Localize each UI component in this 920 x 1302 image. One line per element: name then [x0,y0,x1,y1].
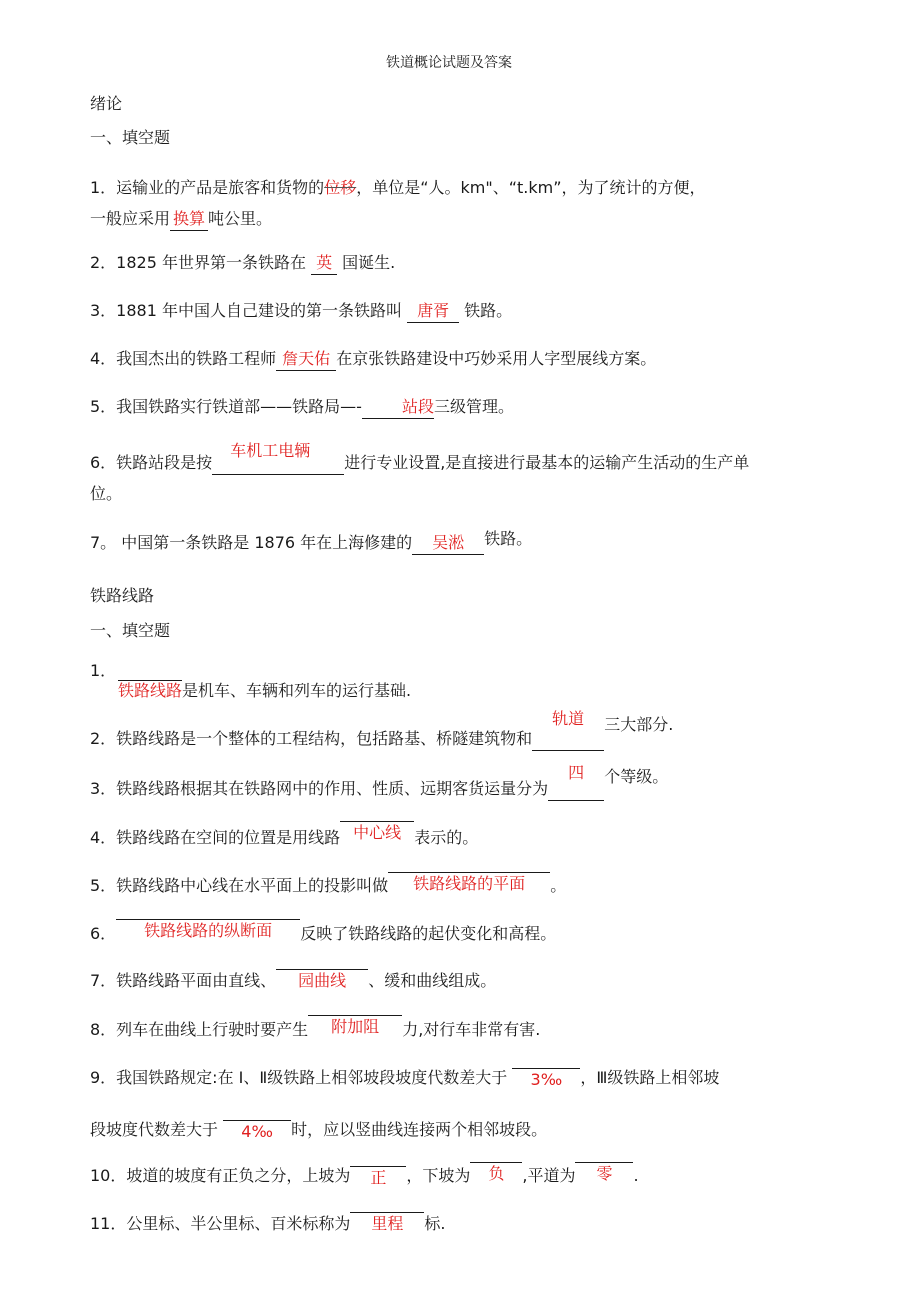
answer-mileage: 里程 [350,1212,424,1235]
question-2-6: 6． 铁路线路的纵断面 反映了铁路线路的起伏变化和高程。 [90,921,557,943]
answer-positive: 正 [350,1166,406,1189]
answer-wusong: 吴淞 [412,532,484,555]
answer-zero: 零 [575,1162,633,1185]
question-2-1-number: 1． [90,661,117,680]
question-2-3: 3．铁路线路根据其在铁路网中的作用、性质、远期客货运量分为四 个等级。 [90,778,668,801]
answer-specialties: 车机工电辆 [230,441,311,460]
question-3: 3．1881 年中国人自己建设的第一条铁路叫 唐胥 铁路。 [90,300,512,323]
question-2-11: 11．公里标、半公里标、百米标称为 里程 标. [90,1214,446,1233]
question-6-line-1: 6．铁路站段是按车机工电辆进行专业设置,是直接进行最基本的运输产生活动的生产单 [90,452,749,475]
section-heading-intro: 绪论 [90,94,123,113]
question-2-7: 7．铁路线路平面由直线、 园曲线 、缓和曲线组成。 [90,971,497,990]
answer-4-permille: 4‰ [223,1120,291,1143]
answer-profile: 铁路线路的纵断面 [116,919,300,942]
answer-additional-resistance: 附加阻 [308,1015,402,1038]
question-2-5: 5．铁路线路中心线在水平面上的投影叫做 铁路线路的平面 。 [90,874,567,895]
question-2-9-line-1: 9．我国铁路规定:在 Ⅰ、Ⅱ级铁路上相邻坡段坡度代数差大于 3‰ ，Ⅲ级铁路上相邻坡 [90,1068,720,1089]
question-1-line-2: 一般应采用 换算 吨公里。 [90,208,272,231]
question-5: 5．我国铁路实行铁道部——铁路局—- 站段三级管理。 [90,396,514,419]
question-2: 2．1825 年世界第一条铁路在 英 国诞生. [90,252,395,275]
question-2-1: 铁路线路是机车、车辆和列车的运行基础. [118,681,412,700]
answer-railway-line: 铁路线路 [118,681,183,700]
question-4: 4．我国杰出的铁路工程师 詹天佑 在京张铁路建设中巧妙采用人字型展线方案。 [90,348,656,371]
answer-england: 英 [311,252,337,275]
answer-zhan-tianyou: 詹天佑 [276,348,336,371]
document-title: 铁道概论试题及答案 [386,55,512,71]
answer-plan-view: 铁路线路的平面 [388,872,550,895]
question-1-line-1: 1．运输业的产品是旅客和货物的位移，单位是“人。km"、“t.km”，为了统计的方便， [90,178,706,197]
question-2-10: 10．坡道的坡度有正负之分，上坡为 正 ，下坡为 负 ,平道为 零 . [90,1164,639,1187]
section-heading-railway-line: 铁路线路 [90,586,155,605]
question-2-2: 2．铁路线路是一个整体的工程结构，包括路基、桥隧建筑物和轨道 三大部分. [90,728,673,751]
answer-station-section: 站段 [362,396,434,419]
question-2-9-line-2: 段坡度代数差大于 4‰ 时，应以竖曲线连接两个相邻坡段。 [90,1120,548,1141]
answer-negative: 负 [470,1162,522,1185]
question-7: 7。 中国第一条铁路是 1876 年在上海修建的 吴淞 铁路。 [90,532,532,555]
answer-circular-curve: 园曲线 [276,969,368,992]
answer-displacement: 位移 [324,178,357,197]
answer-centerline: 中心线 [340,821,414,844]
section-subheading-fill-blank-2: 一、填空题 [90,621,171,640]
question-2-8: 8．列车在曲线上行驶时要产生 附加阻 力,对行车非常有害. [90,1017,541,1039]
question-2-4: 4．铁路线路在空间的位置是用线路 中心线 表示的。 [90,823,479,847]
answer-tangxu: 唐胥 [407,300,459,323]
answer-conversion: 换算 [170,208,208,231]
answer-track: 轨道 [552,709,585,728]
answer-3-permille: 3‰ [512,1068,580,1091]
section-subheading-fill-blank: 一、填空题 [90,128,171,147]
question-6-line-2: 位。 [90,484,123,503]
answer-four: 四 [568,763,585,782]
